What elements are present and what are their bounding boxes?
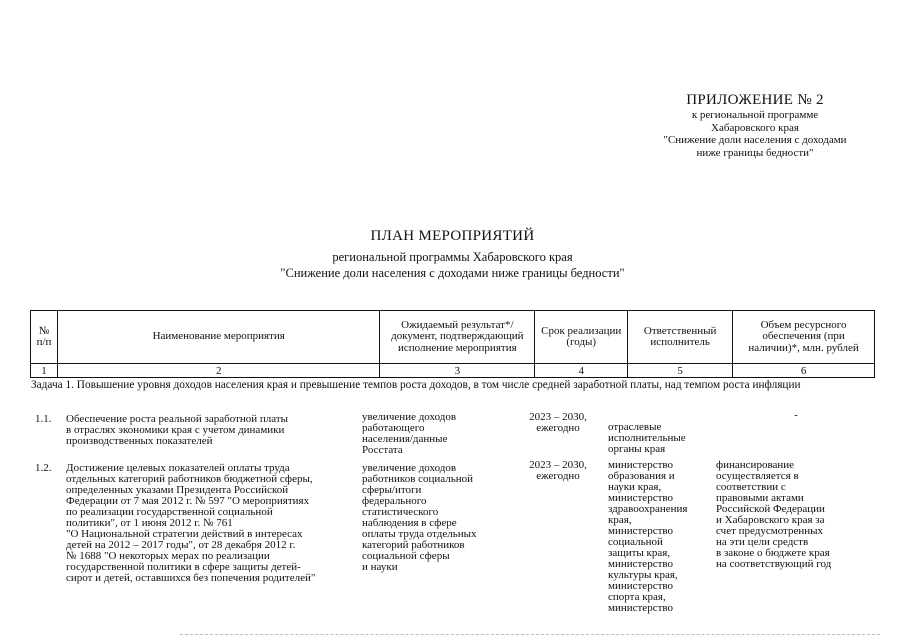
text-line: "О Национальной стратегии действий в интересах [66,528,303,540]
text-line: - [794,409,798,421]
text-line: здравоохранения [608,503,688,515]
text-line: категорий работников [362,539,465,551]
text-line: социальной сферы [362,550,450,562]
text-line: производственных показателей [66,435,213,447]
column-number: 3 [380,364,535,378]
column-number: 6 [733,364,875,378]
text-line: сферы/итоги [362,484,422,496]
document-title [200,228,705,281]
text-line: населения/данные [362,433,448,445]
text-line: социальной [608,536,663,548]
text-line: ежегодно [536,422,580,434]
resources [716,410,876,421]
text-line: в отраслях экономики края с учетом динамики [66,424,285,436]
text-line: осуществляется в [716,470,799,482]
title-sub-line: региональной программы Хабаровского края [332,250,573,264]
text-line: министерство [608,459,674,471]
text-line: Российской Федерации [716,503,825,515]
text-line: Федерации от 7 мая 2012 г. № 597 "О мероприятиях [66,495,310,507]
column-number: 5 [628,364,733,378]
task-heading: Задача 1. Повышение уровня доходов населения края и превышение темпов роста доходов, в том числе средней заработной платы, над темпом роста инфляции [31,379,801,391]
text-line: 2023 – 2030, [529,459,587,471]
text-line: отдельных категорий работников бюджетной сферы, [66,473,313,485]
text-line: министерство [608,492,674,504]
appendix-line: "Снижение доли населения с доходами [663,134,847,146]
appendix-heading: ПРИЛОЖЕНИЕ № 2 [686,92,824,108]
row-number: 1.2. [35,462,52,474]
text-line: на соответствующий год [716,558,832,570]
text-line: отраслевые [608,421,662,433]
row-number: 1.1. [35,413,52,425]
text-line: министерство [608,580,674,592]
text-line: правовыми актами [716,492,804,504]
text-line: работающего [362,422,425,434]
text-line: увеличение доходов [362,411,457,423]
text-line: исполнительные [608,432,686,444]
plan-table [30,310,875,378]
title-sub-line: "Снижение доли населения с доходами ниже границы бедности" [280,266,625,280]
text-line: соответствии с [716,481,786,493]
text-line: политики", от 1 июня 2012 г. № 761 [66,517,233,529]
expected-result [362,412,512,456]
header-cell: Объем ресурсного обеспечения (при наличии)*, млн. рублей [733,311,875,364]
text-line: Росстата [362,444,403,456]
text-line: образования и [608,470,675,482]
text-line: и Хабаровского края за [716,514,825,526]
text-line: финансирование [716,459,795,471]
header-cell: Наименование мероприятия [57,311,379,364]
measure-name [66,414,356,447]
text-line: детей на 2012 – 2017 годы", от 28 декабря 2012 г. [66,539,296,551]
title-main: ПЛАН МЕРОПРИЯТИЙ [370,228,535,244]
text-line: ежегодно [536,470,580,482]
text-line: на эти цели средств [716,536,809,548]
appendix-line: Хабаровского края [711,121,799,134]
text-line: счет предусмотренных [716,525,824,537]
measure-name [66,463,356,584]
column-number-row [31,364,875,378]
text-line: работников социальной [362,473,474,485]
executor [608,422,710,455]
text-line: наблюдения в сфере [362,517,457,529]
resources [716,460,876,570]
executor [608,460,710,614]
header-cell: Срок реализации (годы) [535,311,628,364]
text-line: министерство [608,525,674,537]
column-number: 2 [57,364,379,378]
term [516,412,600,434]
column-number: 1 [31,364,58,378]
text-line: увеличение доходов [362,462,457,474]
text-line: оплаты труда отдельных [362,528,477,540]
text-line: и науки [362,561,398,573]
text-line: № 1688 "О некоторых мерах по реализации [66,550,270,562]
text-line: государственной политики в сфере защиты детей- [66,561,301,573]
text-line: министерство [608,558,674,570]
text-line: федерального [362,495,427,507]
text-line: сирот и детей, оставшихся без попечения родителей" [66,572,316,584]
term [516,460,600,482]
text-line: статистического [362,506,439,518]
text-line: культуры края, [608,569,678,581]
appendix-line: к региональной программе [691,109,819,121]
text-line: в законе о бюджете края [716,547,830,559]
scan-artifact-line [180,634,880,636]
text-line: защиты края, [608,547,671,559]
text-line: Обеспечение роста реальной заработной платы [66,413,289,425]
appendix-block [620,92,890,159]
text-line: края, [608,514,632,526]
text-line: органы края [608,443,666,455]
expected-result [362,463,512,573]
text-line: науки края, [608,481,662,493]
text-line: министерство [608,602,674,614]
header-cell: № п/п [31,311,58,364]
title-sub [200,249,705,281]
header-cell: Ожидаемый результат*/ документ, подтверждающий исполнение мероприятия [380,311,535,364]
appendix-line: ниже границы бедности" [696,146,814,159]
text-line: спорта края, [608,591,666,603]
text-line: Достижение целевых показателей оплаты труда [66,462,290,474]
text-line: определенных указами Президента Российской [66,484,289,496]
text-line: по реализации государственной социальной [66,506,273,518]
header-cell: Ответственный исполнитель [628,311,733,364]
table-header-row [31,311,875,364]
text-line: 2023 – 2030, [529,411,587,423]
column-number: 4 [535,364,628,378]
